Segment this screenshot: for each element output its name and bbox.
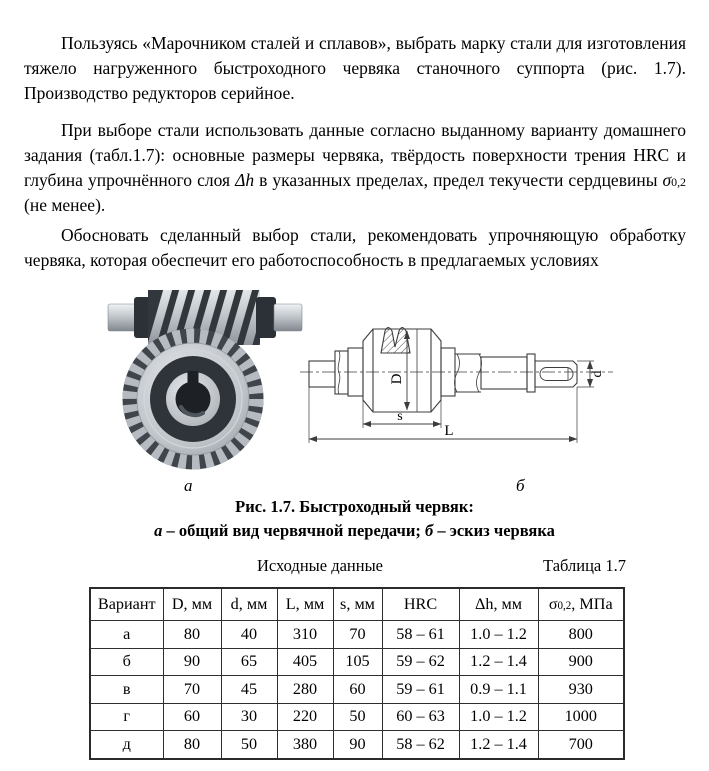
table-row	[90, 621, 624, 649]
cell-D: 70	[163, 676, 221, 704]
dim-label-D: D	[389, 373, 405, 385]
worm-wheel	[130, 336, 256, 462]
cell-D: 80	[163, 621, 221, 649]
cell-hrc: 58 – 61	[382, 621, 459, 649]
delta-h-symbol: Δh	[235, 169, 255, 190]
cell-L: 280	[277, 676, 333, 704]
cell-dh: 1.0 – 1.2	[459, 703, 538, 731]
cell-variant: д	[90, 731, 163, 759]
cell-hrc: 60 – 63	[382, 703, 459, 731]
figure-label-b: б	[516, 476, 525, 495]
paragraph-2-text: (не менее).	[24, 194, 106, 215]
cell-variant: а	[90, 621, 163, 649]
cell-L: 310	[277, 621, 333, 649]
cell-hrc: 58 – 62	[382, 731, 459, 759]
paragraph-2-text: При выборе стали использовать данные согласно выданному варианту домашнего задания (табл.1.7): основные размеры червяка, твёрдость поверхности трения HRC и глубина упрочнённого слоя	[24, 119, 686, 190]
sigma-header-symbol: σ	[548, 595, 558, 613]
caption-a-text: – общий вид червячной передачи;	[162, 521, 425, 540]
cell-hrc: 59 – 62	[382, 648, 459, 676]
cell-d: 50	[221, 731, 277, 759]
figure-caption-title: Рис. 1.7. Быстроходный червяк:	[235, 497, 474, 516]
dim-label-s: s	[397, 409, 403, 424]
thread-section-detail	[381, 328, 410, 354]
cell-variant: б	[90, 648, 163, 676]
caption-b-letter: б	[424, 521, 434, 540]
cell-d: 30	[221, 703, 277, 731]
cell-hrc: 59 – 61	[382, 676, 459, 704]
worm-sketch-drawing	[297, 301, 619, 471]
cell-s: 105	[333, 648, 382, 676]
dim-label-d: d	[590, 370, 605, 378]
table-number: Таблица 1.7	[543, 556, 626, 575]
figure-label-a: а	[184, 476, 193, 495]
sigma-header-unit: , МПа	[571, 595, 613, 613]
cell-dh: 1.0 – 1.2	[459, 621, 538, 649]
cell-dh: 1.2 – 1.4	[459, 731, 538, 759]
table-row	[90, 676, 624, 704]
cell-s: 70	[333, 621, 382, 649]
cell-L: 380	[277, 731, 333, 759]
cell-D: 80	[163, 731, 221, 759]
cell-sigma: 900	[538, 648, 624, 676]
cell-d: 40	[221, 621, 277, 649]
cell-L: 220	[277, 703, 333, 731]
sigma-symbol: σ	[662, 169, 672, 190]
cell-variant: в	[90, 676, 163, 704]
cell-s: 50	[333, 703, 382, 731]
figure-caption-subtitle	[0, 521, 709, 541]
cell-variant: г	[90, 703, 163, 731]
table-row	[90, 731, 624, 759]
cell-sigma: 800	[538, 621, 624, 649]
dim-label-L: L	[444, 423, 454, 439]
header-dh: Δh, мм	[459, 588, 538, 621]
caption-b-text: – эскиз червяка	[433, 521, 555, 540]
table-header-row	[90, 588, 624, 621]
sigma-header-subscript: 0,2	[557, 600, 572, 612]
header-variant: Вариант	[90, 588, 163, 621]
cell-L: 405	[277, 648, 333, 676]
table-pretitle: Исходные данные	[257, 556, 383, 575]
header-d: d, мм	[221, 588, 277, 621]
cell-dh: 1.2 – 1.4	[459, 648, 538, 676]
cell-sigma: 1000	[538, 703, 624, 731]
header-HRC: HRC	[382, 588, 459, 621]
worm-gear-photo	[98, 287, 310, 483]
header-s: s, мм	[333, 588, 382, 621]
paragraph-task: Обосновать сделанный выбор стали, рекомендовать упрочняющую обработку червяка, которая обеспечит его работоспособность в предлагаемых условиях	[24, 224, 686, 270]
paragraph-2-text: в указанных пределах, предел текучести сердцевины	[254, 169, 663, 190]
cell-sigma: 700	[538, 731, 624, 759]
cell-s: 90	[333, 731, 382, 759]
header-L: L, мм	[277, 588, 333, 621]
cell-d: 65	[221, 648, 277, 676]
paragraph-variant-data	[24, 118, 686, 218]
variants-table	[89, 587, 625, 760]
cell-D: 60	[163, 703, 221, 731]
table-row	[90, 703, 624, 731]
cell-d: 45	[221, 676, 277, 704]
cell-sigma: 930	[538, 676, 624, 704]
table-row	[90, 648, 624, 676]
cell-s: 60	[333, 676, 382, 704]
caption-a-letter: а	[154, 521, 163, 540]
header-sigma	[538, 588, 624, 621]
cell-dh: 0.9 – 1.1	[459, 676, 538, 704]
cell-D: 90	[163, 648, 221, 676]
sigma-subscript: 0,2	[671, 174, 686, 189]
paragraph-intro: Пользуясь «Марочником сталей и сплавов», выбрать марку стали для изготовления тяжело нагруженного быстроходного червяка станочного суппорта (рис. 1.7). Производство редукторов серийное.	[24, 32, 686, 103]
header-D: D, мм	[163, 588, 221, 621]
